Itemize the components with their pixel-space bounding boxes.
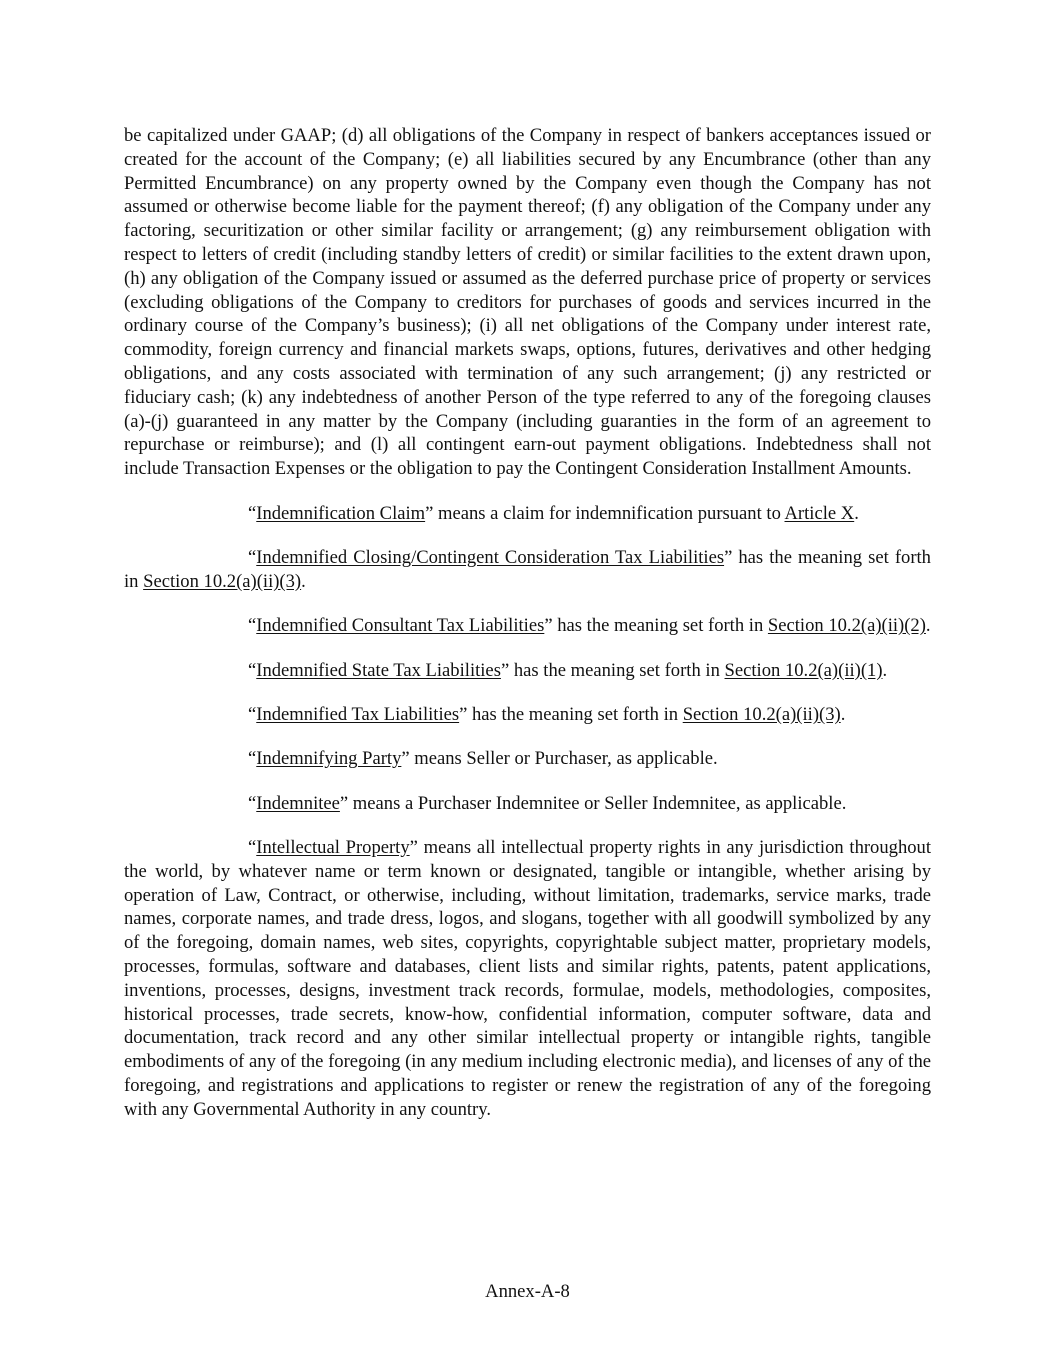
document-body [124,124,931,1122]
definition-indemnifying-party: “Indemnifying Party” means Seller or Purchaser, as applicable. [248,748,718,770]
cross-reference-link[interactable]: Section 10.2(a)(ii)(1) [724,659,883,681]
defined-term: Indemnified Tax Liabilities [256,703,460,725]
definition-indemnified-tax-liabilities: “Indemnified Tax Liabilities” has the meaning set forth in Section 10.2(a)(ii)(3). [248,703,846,725]
definition-indemnified-consultant-tax: “Indemnified Consultant Tax Liabilities” has the meaning set forth in Section 10.2(a)(ii)(2). [248,615,931,637]
cross-reference-link[interactable]: Section 10.2(a)(ii)(3) [143,570,302,592]
defined-term: Indemnification Claim [256,502,426,524]
cross-reference-link[interactable]: Section 10.2(a)(ii)(2) [767,615,926,637]
indebtedness-continuation: be capitalized under GAAP; (d) all obligations of the Company in respect of bankers acceptances issued or created for the account of the Company; (e) all liabilities secured by any Encumbrance (other than any Permitted Encumbrance) on any property owned by the Company even though the Company has not assumed or otherwise become liable for the payment thereof; (f) any obligation of the Company under any factoring, securitization or other similar facility or arrangement; (g) any reimbursement obligation with respect to letters of credit (including standby letters of credit) or similar facilities to the extent drawn upon, (h) any obligation of the Company issued or assumed as the deferred purchase price of property or services (excluding obligations of the Company to creditors for purchases of goods and services incurred in the ordinary course of the Company’s business); (i) all net obligations of the Company under interest rate, commodity, foreign currency and financial markets swaps, options, futures, derivatives and other hedging obligations, and any costs associated with termination of any such arrangement; (j) any restricted or fiduciary cash; (k) any indebtedness of another Person of the type referred to any of the foregoing clauses (a)-(j) guaranteed in any matter by the Company (including guaranties in the form of an agreement to repurchase or reimburse); and (l) all contingent earn-out payment obligations. Indebtedness shall not include Transaction Expenses or the obligation to pay the Contingent Consideration Installment Amounts. [124,125,931,480]
definition-indemnification-claim: “Indemnification Claim” means a claim for indemnification pursuant to Article X. [248,502,859,524]
definition-intellectual-property: “Intellectual Property” means all intellectual property rights in any jurisdiction throughout the world, by whatever name or term known or designated, tangible or intangible, whether arising by operation of Law, Contract, or otherwise, including, without limitation, trademarks, service marks, trade names, corporate names, and trade dress, logos, and slogans, together with all goodwill symbolized by any of the foregoing, domain names, web sites, copyrights, copyrightable subject matter, proprietary models, processes, formulas, software and databases, client lists and similar rights, patents, patent applications, inventions, processes, designs, investment track records, formulae, models, methodologies, composites, historical processes, trade secrets, know-how, confidential information, computer software, data and documentation, track record and any other similar intellectual property or intangible rights, tangible embodiments of any of the foregoing (in any medium including electronic media), and licenses of any of the foregoing, and registrations and applications to register or renew the registration of any of the foregoing with any Governmental Authority in any country. [124,837,932,1120]
defined-term: Indemnified Consultant Tax Liabilities [256,615,545,637]
definition-indemnified-state-tax: “Indemnified State Tax Liabilities” has the meaning set forth in Section 10.2(a)(ii)(1). [248,659,888,681]
cross-reference-link[interactable]: Section 10.2(a)(ii)(3) [682,703,841,725]
defined-term: Indemnitee [256,792,340,814]
cross-reference-link[interactable]: Article X [784,502,855,524]
defined-term: Intellectual Property [256,837,410,859]
defined-term: Indemnifying Party [256,748,402,770]
page-number: Annex-A-8 [485,1281,570,1302]
definition-indemnified-closing-contingent-tax: “Indemnified Closing/Contingent Consideration Tax Liabilities” has the meaning set forth in Section 10.2(a)(ii)(3). [124,546,931,592]
definition-indemnitee: “Indemnitee” means a Purchaser Indemnitee or Seller Indemnitee, as applicable. [248,792,847,814]
defined-term: Indemnified Closing/Contingent Consideration Tax Liabilities [256,546,725,568]
defined-term: Indemnified State Tax Liabilities [256,659,501,681]
